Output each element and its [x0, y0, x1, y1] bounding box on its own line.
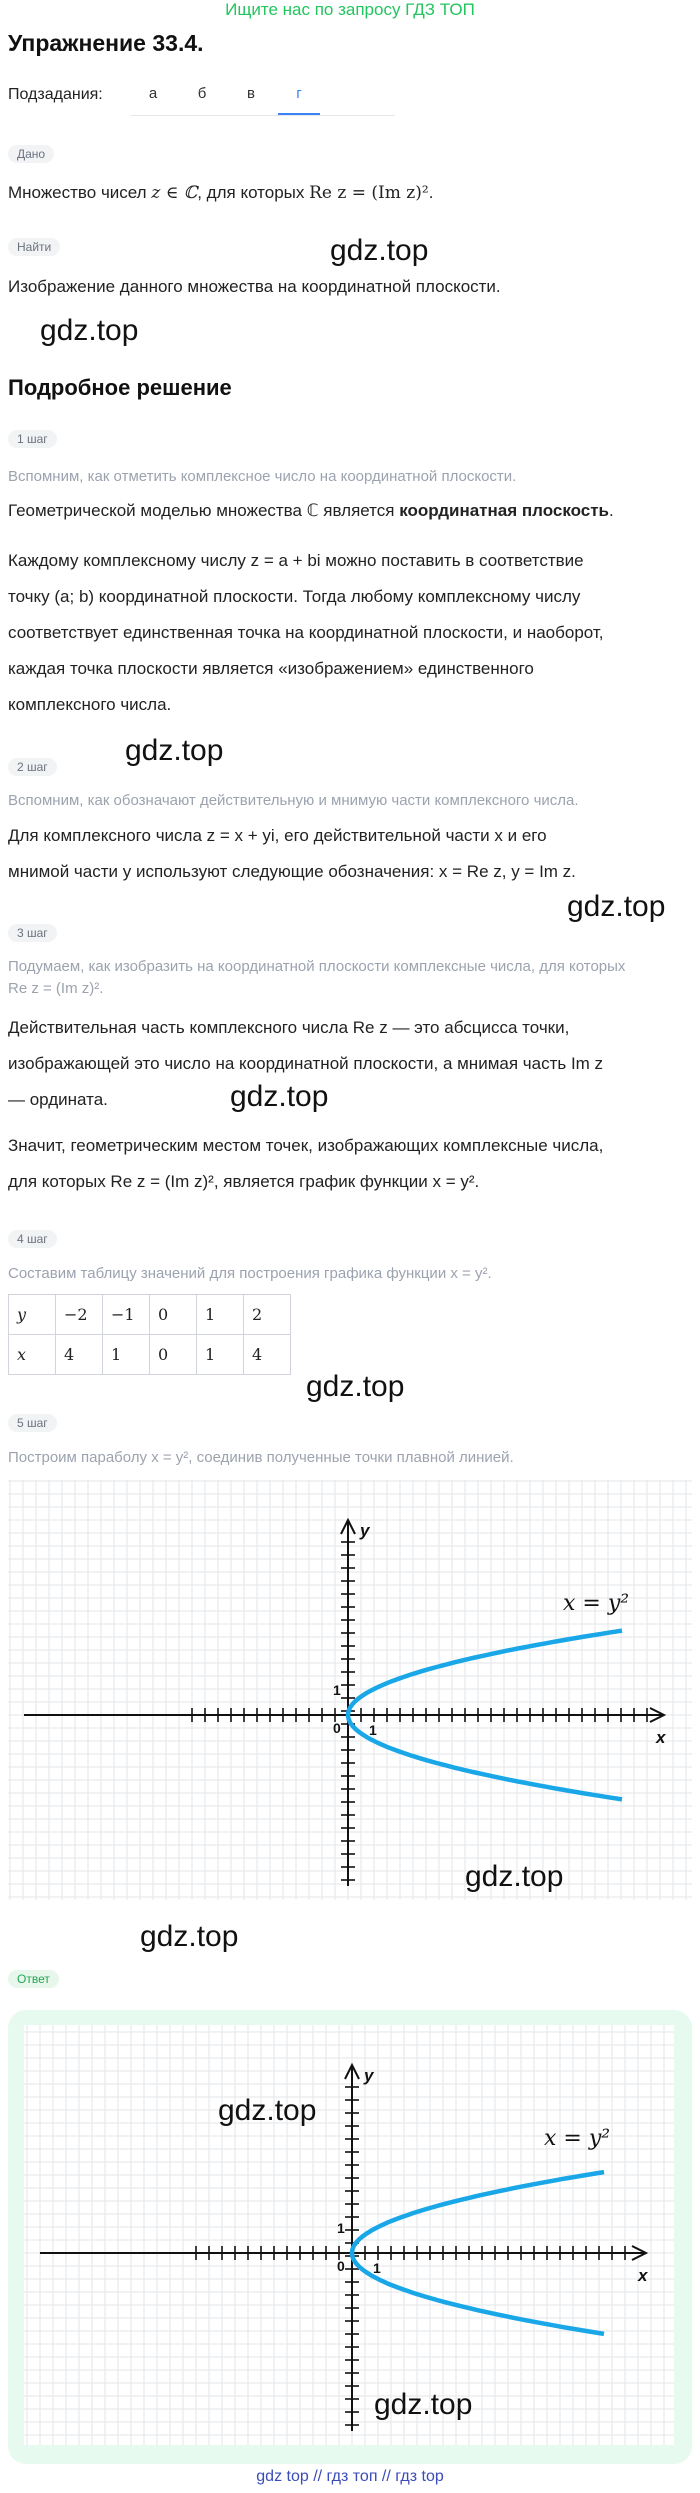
table-cell: 1 — [103, 1335, 150, 1375]
x-one-label: 1 — [373, 2260, 381, 2276]
step3-badge: 3 шаг — [8, 924, 57, 942]
table-row — [9, 1295, 291, 1335]
table-cell: 0 — [150, 1295, 197, 1335]
y-axis-label: y — [364, 2066, 374, 2085]
table-cell: −1 — [103, 1295, 150, 1335]
table-cell: 4 — [56, 1335, 103, 1375]
x-axis-label: x — [656, 1728, 666, 1747]
watermark: gdz.top — [230, 1080, 329, 1113]
step5-hint: Построим параболу x = y², соединив полученные точки плавной линией. — [8, 1449, 514, 1466]
origin-label: 0 — [333, 1720, 341, 1736]
curve-equation-label: x = y² — [563, 1591, 630, 1616]
watermark: gdz.top — [465, 1860, 564, 1893]
step1-para2: Каждому комплексному числу z = a + bi можно поставить в соответствие точку (a; b) координатной плоскости. Тогда любому комплексному числу соответствует единственная точка на координатной плоскости, и наоборот, каждая точка плоскости является «изображением» единственного комплексного числа. — [8, 551, 604, 714]
parabola-upper-branch — [352, 2172, 604, 2253]
exercise-title: Упражнение 33.4. — [8, 30, 204, 56]
step4-badge: 4 шаг — [8, 1230, 57, 1248]
find-badge: Найти — [8, 238, 60, 256]
tab-v[interactable]: в — [247, 85, 255, 102]
table-cell: 1 — [197, 1335, 244, 1375]
x-one-label: 1 — [369, 1722, 377, 1738]
table-cell: 2 — [244, 1295, 291, 1335]
step3-para1: Действительная часть комплексного числа Re z — это абсцисса точки, изображающей это число на координатной плоскости, а мнимая часть Im z — ордината. — [8, 1018, 604, 1109]
watermark: gdz.top — [567, 890, 666, 923]
step2-para: Для комплексного числа z = x + yi, его действительной части x и его мнимой части y используют следующие обозначения: x = Re z, y = Im z. — [8, 826, 576, 881]
answer-badge: Ответ — [8, 1970, 59, 1988]
given-text: Множество чисел z ∈ ℂ, для которых Re z = (Im z)². — [8, 183, 434, 203]
y-one-label: 1 — [337, 2220, 345, 2236]
given-badge: Дано — [8, 145, 54, 163]
solution-heading: Подробное решение — [8, 375, 232, 400]
tab-b[interactable]: б — [197, 85, 207, 102]
curve-equation-label: x = y² — [544, 2126, 611, 2151]
x-axis-label: x — [638, 2266, 648, 2285]
table-cell: y — [9, 1295, 56, 1335]
step3-hint: Подумаем, как изобразить на координатной плоскости комплексные числа, для которых Re z = (Im z)². — [8, 958, 626, 997]
watermark: gdz.top — [330, 234, 429, 267]
table-cell: 4 — [244, 1335, 291, 1375]
watermark: gdz.top — [140, 1920, 239, 1953]
step3-para2: Значит, геометрическим местом точек, изображающих комплексные числа, для которых Re z = (Im z)², является график функции x = y². — [8, 1136, 604, 1191]
tab-g[interactable]: г — [296, 85, 302, 102]
answer-parabola-graph — [24, 2025, 674, 2445]
table-cell: −2 — [56, 1295, 103, 1335]
search-promo-link[interactable]: Ищите нас по запросу ГДЗ ТОП — [225, 0, 475, 19]
origin-label: 0 — [337, 2258, 345, 2274]
step1-para1: Геометрической моделью множества ℂ является координатная плоскость. — [8, 501, 614, 520]
tab-a[interactable]: а — [148, 85, 158, 102]
step2-hint: Вспомним, как обозначают действительную и мнимую части комплексного числа. — [8, 792, 579, 809]
table-cell: 1 — [197, 1295, 244, 1335]
step2-badge: 2 шаг — [8, 758, 57, 776]
y-axis-label: y — [360, 1521, 370, 1540]
find-text: Изображение данного множества на координатной плоскости. — [8, 277, 501, 296]
table-cell: x — [9, 1335, 56, 1375]
watermark: gdz.top — [374, 2388, 473, 2421]
tabs-divider — [130, 115, 395, 116]
parabola-lower-branch — [352, 2253, 604, 2334]
y-one-label: 1 — [333, 1682, 341, 1698]
table-cell: 0 — [150, 1335, 197, 1375]
table-row — [9, 1335, 291, 1375]
parabola-graph — [8, 1480, 692, 1900]
values-table — [8, 1294, 291, 1375]
step1-badge: 1 шаг — [8, 430, 57, 448]
watermark: gdz.top — [40, 314, 139, 347]
step5-badge: 5 шаг — [8, 1414, 57, 1432]
watermark: gdz.top — [125, 734, 224, 767]
step1-hint: Вспомним, как отметить комплексное число на координатной плоскости. — [8, 468, 517, 485]
subtasks-label: Подзадания: — [8, 86, 103, 103]
footer-links[interactable]: gdz top // гдз топ // гдз top — [256, 2468, 444, 2485]
active-tab-indicator — [278, 113, 320, 115]
step4-hint: Составим таблицу значений для построения графика функции x = y². — [8, 1265, 492, 1282]
watermark: gdz.top — [306, 1370, 405, 1403]
watermark: gdz.top — [218, 2094, 317, 2127]
